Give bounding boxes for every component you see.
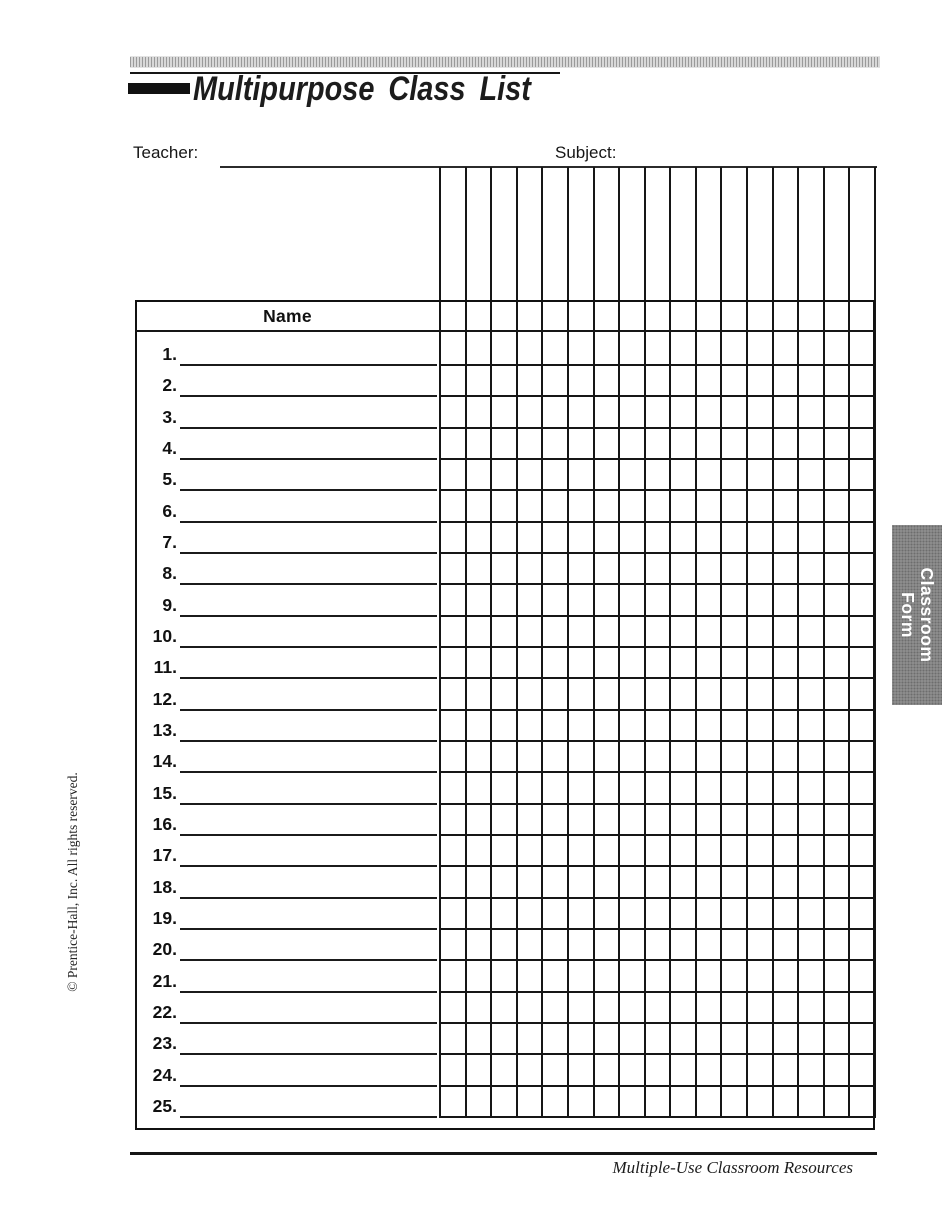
grid-row-line xyxy=(440,1022,875,1024)
classroom-form-tab-label xyxy=(898,525,936,705)
name-writing-line[interactable] xyxy=(180,583,437,585)
row-number: 14. xyxy=(152,751,177,772)
grid-row-line xyxy=(440,1053,875,1055)
grid-row-line xyxy=(440,803,875,805)
grid-row-line xyxy=(440,834,875,836)
row-number: 13. xyxy=(152,719,177,740)
name-writing-line[interactable] xyxy=(180,521,437,523)
title-bullet-bar xyxy=(128,83,190,94)
tab-line-2: Form xyxy=(898,592,918,638)
row-number: 24. xyxy=(152,1064,177,1085)
decorative-hatch-bar xyxy=(130,56,880,68)
name-writing-line[interactable] xyxy=(180,897,437,899)
name-writing-line[interactable] xyxy=(180,615,437,617)
row-number: 1. xyxy=(162,344,177,364)
grid-row-line xyxy=(440,521,875,523)
name-writing-line[interactable] xyxy=(180,771,437,773)
name-writing-line[interactable] xyxy=(180,991,437,993)
row-number: 17. xyxy=(152,845,177,866)
row-number: 15. xyxy=(152,782,177,803)
row-number: 18. xyxy=(152,876,177,897)
grid-row-line xyxy=(440,552,875,554)
name-writing-line[interactable] xyxy=(180,364,437,366)
row-number: 22. xyxy=(152,1001,177,1022)
row-number: 16. xyxy=(152,813,177,834)
row-number: 6. xyxy=(162,500,177,521)
name-writing-line[interactable] xyxy=(180,552,437,554)
table-border xyxy=(135,300,875,1130)
name-writing-line[interactable] xyxy=(180,1116,437,1118)
name-writing-line[interactable] xyxy=(180,677,437,679)
row-number: 2. xyxy=(162,375,177,396)
name-writing-line[interactable] xyxy=(180,427,437,429)
name-writing-line[interactable] xyxy=(180,959,437,961)
row-number: 25. xyxy=(152,1095,177,1116)
name-writing-line[interactable] xyxy=(180,803,437,805)
name-writing-line[interactable] xyxy=(180,865,437,867)
name-writing-line[interactable] xyxy=(180,709,437,711)
grid-row-line xyxy=(440,897,875,899)
grid-row-line xyxy=(440,458,875,460)
row-number: 4. xyxy=(162,437,177,458)
grid-row-line xyxy=(440,991,875,993)
row-number: 20. xyxy=(152,939,177,960)
name-writing-line[interactable] xyxy=(180,646,437,648)
grid-row-line xyxy=(440,709,875,711)
name-writing-line[interactable] xyxy=(180,1085,437,1087)
copyright-vertical-text: © Prentice-Hall, Inc. All rights reserved. xyxy=(65,772,80,992)
grid-row-line xyxy=(440,928,875,930)
row-number: 3. xyxy=(162,406,177,427)
grid-row-line xyxy=(440,364,875,366)
grid-row-line xyxy=(440,1116,875,1118)
tab-line-1: Classroom xyxy=(916,567,937,663)
name-writing-line[interactable] xyxy=(180,1053,437,1055)
name-writing-line[interactable] xyxy=(180,740,437,742)
row-number: 23. xyxy=(152,1033,177,1054)
row-number: 10. xyxy=(152,625,177,646)
name-writing-line[interactable] xyxy=(180,458,437,460)
classroom-form-tab xyxy=(892,525,942,705)
grid-row-line xyxy=(440,583,875,585)
teacher-label: Teacher: xyxy=(133,143,199,162)
row-number: 12. xyxy=(152,688,177,709)
grid-row-line xyxy=(440,677,875,679)
grid-row-line xyxy=(440,395,875,397)
page-title: Multipurpose Class List xyxy=(193,70,531,108)
grid-row-line xyxy=(440,646,875,648)
grid-row-line xyxy=(440,1085,875,1087)
row-number: 9. xyxy=(162,594,177,615)
footer-title: Multiple-Use Classroom Resources xyxy=(612,1158,853,1177)
grid-row-line xyxy=(440,615,875,617)
name-column-header: Name xyxy=(263,306,312,326)
footer-rule xyxy=(130,1152,877,1155)
header-separator xyxy=(135,330,875,332)
grid-row-line xyxy=(440,865,875,867)
row-number: 19. xyxy=(152,907,177,928)
grid-row-line xyxy=(440,771,875,773)
grid-row-line xyxy=(440,740,875,742)
row-number: 7. xyxy=(162,531,177,552)
row-number: 5. xyxy=(162,469,177,490)
name-writing-line[interactable] xyxy=(180,395,437,397)
name-writing-line[interactable] xyxy=(180,928,437,930)
row-number: 11. xyxy=(153,657,177,678)
name-writing-line[interactable] xyxy=(180,834,437,836)
grid-row-line xyxy=(440,427,875,429)
row-number: 8. xyxy=(162,563,177,584)
grid-row-line xyxy=(440,489,875,491)
row-number: 21. xyxy=(152,970,177,991)
subject-label: Subject: xyxy=(555,143,617,162)
name-writing-line[interactable] xyxy=(180,489,437,491)
name-writing-line[interactable] xyxy=(180,1022,437,1024)
grid-row-line xyxy=(440,959,875,961)
